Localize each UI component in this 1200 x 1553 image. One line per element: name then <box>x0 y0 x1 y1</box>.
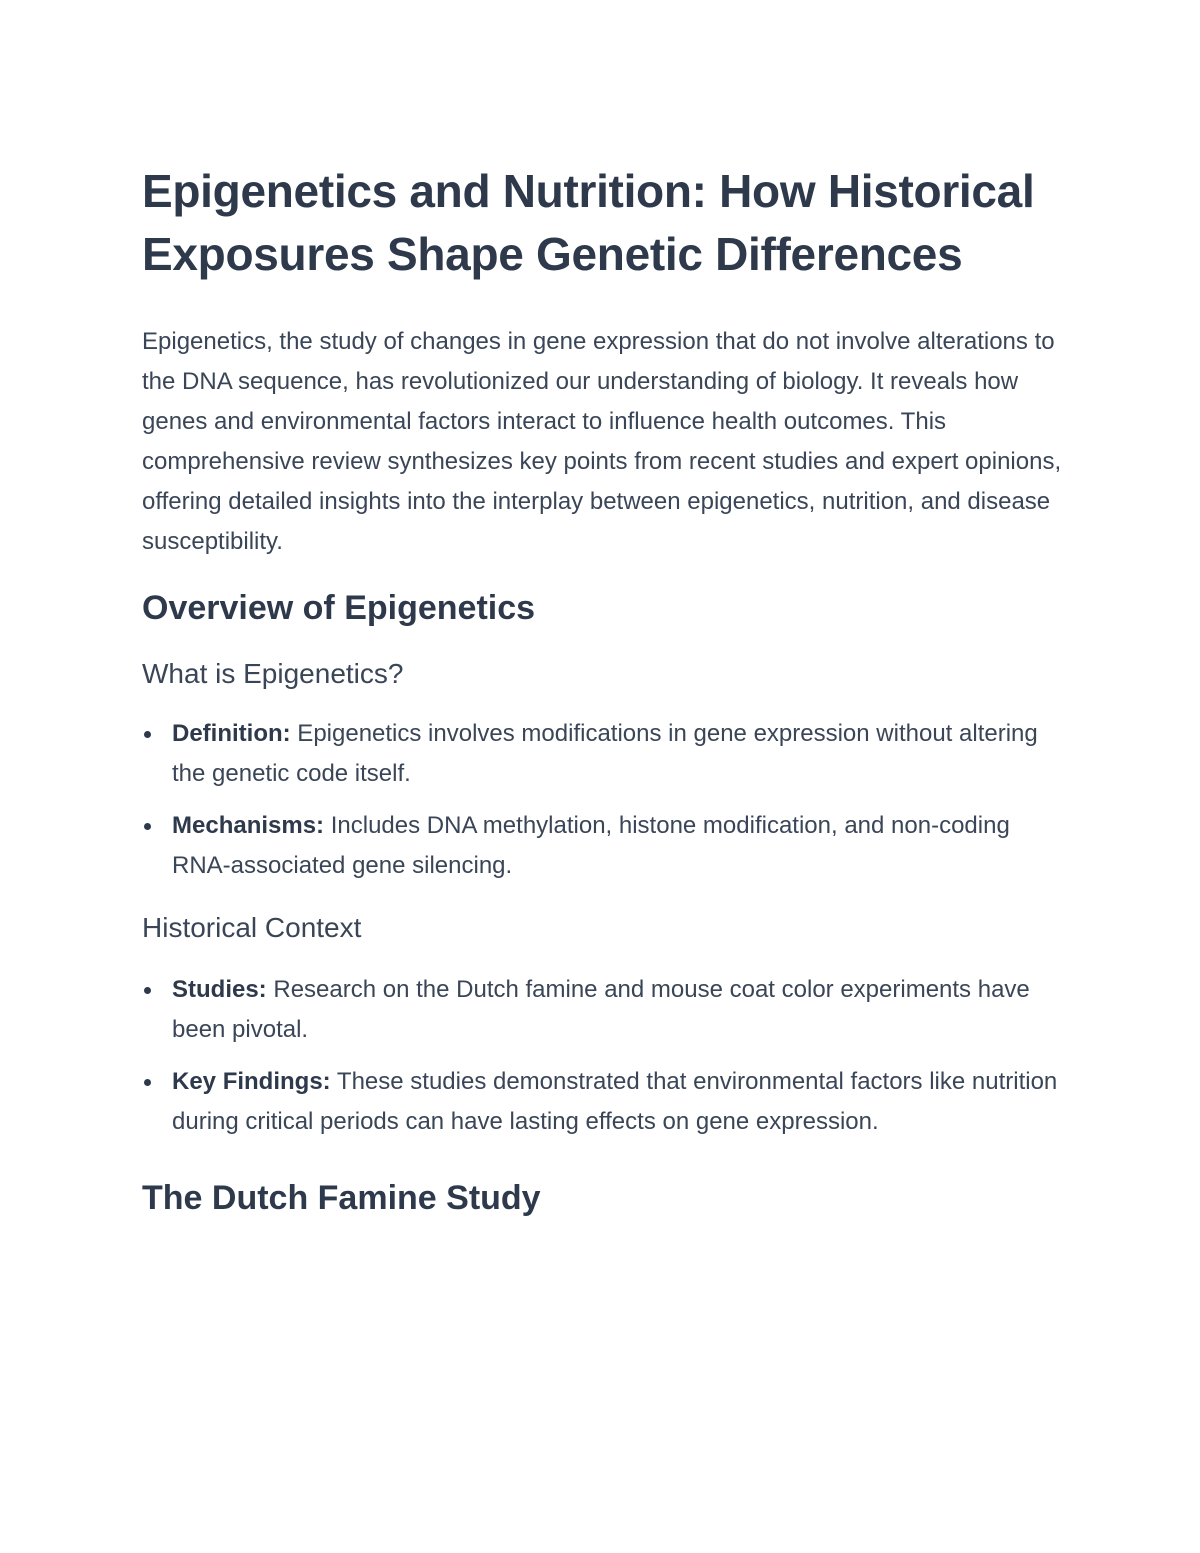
bullet-icon <box>144 987 151 994</box>
historical-context-list <box>142 970 1062 1142</box>
list-item-term: Key Findings: <box>172 1068 331 1095</box>
list-item-key-findings <box>142 1062 1062 1142</box>
section-heading-dutch-famine: The Dutch Famine Study <box>142 1179 541 1217</box>
list-item-text: Epigenetics involves modifications in gene expression without altering the genetic code itself. <box>172 720 1038 787</box>
subsection-heading-historical-context: Historical Context <box>142 912 362 943</box>
bullet-icon <box>144 731 151 738</box>
bullet-icon <box>144 1079 151 1086</box>
document-page <box>142 160 1062 1220</box>
subsection-heading-what-is-epigenetics: What is Epigenetics? <box>142 658 404 689</box>
list-item-definition <box>142 714 1062 794</box>
list-item-mechanisms <box>142 806 1062 886</box>
section-heading-overview: Overview of Epigenetics <box>142 589 536 627</box>
list-item-text: Includes DNA methylation, histone modification, and non-coding RNA-associated gene silencing. <box>172 812 1010 879</box>
list-item-text: These studies demonstrated that environmental factors like nutrition during critical periods can have lasting effects on gene expression. <box>172 1068 1058 1135</box>
what-is-epigenetics-list <box>142 714 1062 886</box>
bullet-icon <box>144 823 151 830</box>
document-title: Epigenetics and Nutrition: How Historical Exposures Shape Genetic Differences <box>142 165 1035 280</box>
list-item-studies <box>142 970 1062 1050</box>
list-item-text: Research on the Dutch famine and mouse coat color experiments have been pivotal. <box>172 976 1030 1043</box>
intro-paragraph: Epigenetics, the study of changes in gene expression that do not involve alterations to the DNA sequence, has revolutionized our understanding of biology. It reveals how genes and environmental factors interact to influence health outcomes. This comprehensive review synthesizes key points from recent studies and expert opinions, offering detailed insights into the interplay between epigenetics, nutrition, and disease susceptibility. <box>142 328 1062 555</box>
list-item-term: Definition: <box>172 720 291 747</box>
list-item-term: Studies: <box>172 976 267 1003</box>
list-item-term: Mechanisms: <box>172 812 325 839</box>
